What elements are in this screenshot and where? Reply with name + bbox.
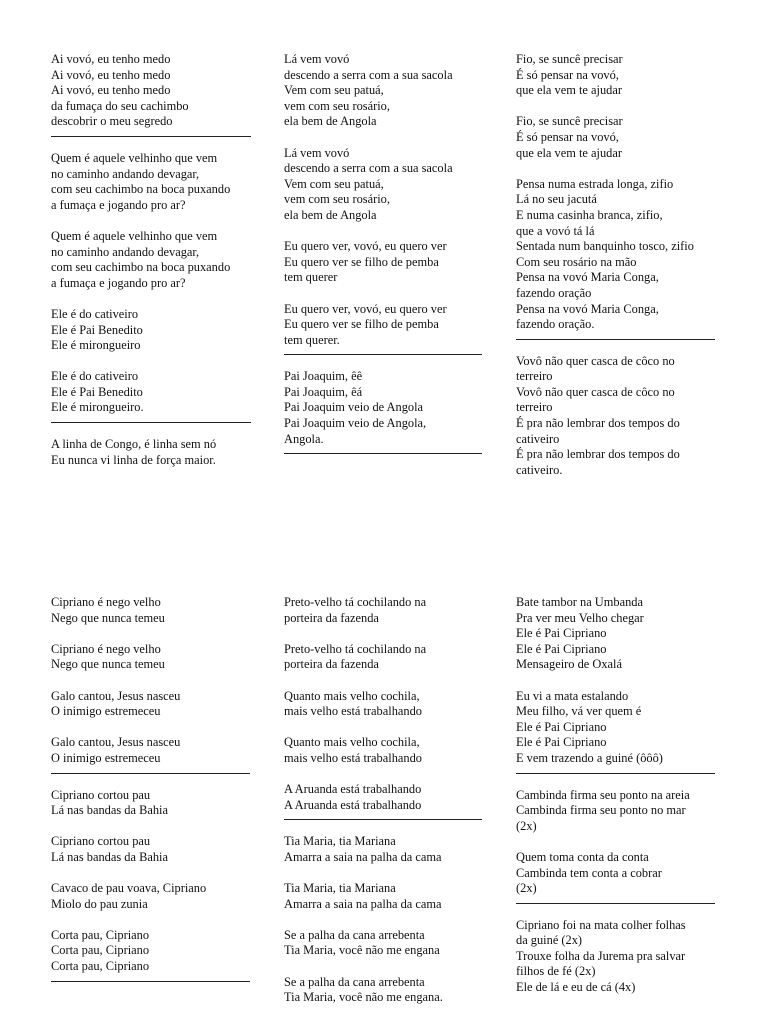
- lyric-stanza: [284, 881, 519, 912]
- lyric-stanza: [284, 735, 519, 766]
- lyric-line: Lá vem vovó: [284, 52, 350, 66]
- divider-line: [51, 136, 251, 137]
- lyric-line: Cambinda tem conta a cobrar: [516, 865, 662, 880]
- lyric-line: Cipriano foi na mata colher folhas: [516, 917, 686, 932]
- lyric-line: Eu nunca vi linha de força maior.: [51, 452, 216, 467]
- lyric-line: E numa casinha branca, zifio,: [516, 207, 663, 222]
- lyric-stanza: [284, 834, 519, 865]
- lyric-stanza: [516, 788, 751, 835]
- lyric-line: Eu quero ver se filho de pemba: [284, 254, 439, 269]
- column-top-right: [516, 52, 751, 494]
- lyric-line: Ele é mirongueiro: [51, 338, 141, 353]
- lyric-stanza: [51, 229, 286, 291]
- lyric-line: É pra não lembrar dos tempos do: [516, 416, 680, 431]
- lyric-stanza: [51, 52, 286, 130]
- lyric-line: Lá nas bandas da Bahia: [51, 803, 168, 818]
- divider-line: [51, 981, 250, 982]
- lyric-line: Nego que nunca temeu: [51, 610, 165, 625]
- lyric-stanza: [284, 975, 519, 1006]
- lyric-line: Tia Maria, você não me engana.: [284, 990, 443, 1005]
- lyric-line: Preto-velho tá cochilando na: [284, 595, 427, 609]
- lyric-line: Trouxe folha da Jurema pra salvar: [516, 948, 686, 963]
- lyric-line: vem com seu rosário,: [284, 98, 390, 113]
- lyric-line: Cavaco de pau voava, Cipriano: [51, 881, 207, 896]
- lyric-line: Vovô não quer casca de côco no: [516, 353, 675, 368]
- lyric-line: Cipriano cortou pau: [51, 834, 151, 849]
- lyric-line: Pai Joaquim, êá: [284, 384, 363, 399]
- lyric-line: O inimigo estremeceu: [51, 750, 161, 765]
- divider-line: [516, 339, 715, 340]
- lyric-line: tem querer.: [284, 332, 340, 347]
- lyric-line: no caminho andando devagar,: [51, 166, 200, 181]
- lyric-line: descendo a serra com a sua sacola: [284, 67, 453, 82]
- lyric-line: Quanto mais velho cochila,: [284, 735, 420, 750]
- lyric-line: Nego que nunca temeu: [51, 657, 165, 672]
- lyric-line: Ai vovó, eu tenho medo: [51, 83, 171, 98]
- lyric-line: Vovô não quer casca de côco no: [516, 384, 675, 399]
- lyric-line: Tia Maria, você não me engana: [284, 943, 440, 958]
- column-bottom-left: [51, 595, 286, 996]
- lyric-line: Pra ver meu Velho chegar: [516, 610, 644, 625]
- lyric-line: Ele é do cativeiro: [51, 306, 139, 321]
- divider-line: [284, 819, 482, 820]
- lyric-stanza: [516, 177, 751, 333]
- lyric-line: Ele é Pai Cipriano: [516, 735, 607, 750]
- lyric-stanza: [51, 881, 286, 912]
- lyric-line: Corta pau, Cipriano: [51, 943, 150, 958]
- lyric-line: Lá no seu jacutá: [516, 192, 597, 207]
- lyric-line: a fumaça e jogando pro ar?: [51, 197, 186, 212]
- divider-line: [51, 422, 251, 423]
- lyric-stanza: [284, 595, 519, 626]
- lyric-line: Quem é aquele velhinho que vem: [51, 150, 218, 165]
- divider-line: [51, 773, 250, 774]
- lyric-line: com seu cachimbo na boca puxando: [51, 182, 231, 197]
- lyric-line: Ele é Pai Benedito: [51, 322, 143, 337]
- lyric-line: Ele é Pai Cipriano: [516, 719, 607, 734]
- lyric-line: Lá vem vovó: [284, 145, 350, 160]
- lyric-stanza: [51, 788, 286, 819]
- lyric-line: Galo cantou, Jesus nasceu: [51, 688, 181, 703]
- lyric-line: A linha de Congo, é linha sem nó: [51, 437, 217, 452]
- lyric-line: Cambinda firma seu ponto na areia: [516, 787, 690, 802]
- lyric-line: A Aruanda está trabalhando: [284, 797, 422, 812]
- lyric-line: Pai Joaquim, êê: [284, 369, 363, 384]
- lyric-line: mais velho está trabalhando: [284, 704, 422, 719]
- lyric-line: terreiro: [516, 400, 553, 415]
- lyric-stanza: [284, 146, 519, 224]
- lyric-stanza: [516, 595, 751, 673]
- lyric-line: Pai Joaquim veio de Angola,: [284, 416, 427, 431]
- lyric-line: ela bem de Angola: [284, 207, 377, 222]
- lyric-line: vem com seu rosário,: [284, 192, 390, 207]
- lyric-line: Cipriano é nego velho: [51, 641, 161, 656]
- lyric-line: Preto-velho tá cochilando na: [284, 641, 427, 656]
- column-top-left: [51, 52, 286, 484]
- lyric-stanza: [284, 52, 519, 130]
- lyric-line: Corta pau, Cipriano: [51, 927, 150, 942]
- lyric-line: Miolo do pau zunia: [51, 896, 148, 911]
- lyric-stanza: [51, 689, 286, 720]
- lyric-stanza: [516, 850, 751, 897]
- lyric-line: Sentada num banquinho tosco, zifio: [516, 239, 694, 254]
- lyric-stanza: [284, 302, 519, 349]
- lyric-stanza: [516, 354, 751, 479]
- lyric-line: da fumaça do seu cachimbo: [51, 98, 189, 113]
- lyric-stanza: [284, 369, 519, 447]
- lyric-line: Tia Maria, tia Mariana: [284, 834, 396, 849]
- lyric-line: porteira da fazenda: [284, 657, 379, 672]
- lyric-line: Galo cantou, Jesus nasceu: [51, 735, 181, 750]
- lyric-line: terreiro: [516, 369, 553, 384]
- lyric-line: E vem trazendo a guiné (ôôô): [516, 750, 663, 765]
- lyric-line: Quanto mais velho cochila,: [284, 688, 420, 703]
- lyric-line: Ele é do cativeiro: [51, 369, 139, 384]
- lyric-line: A Aruanda está trabalhando: [284, 782, 422, 797]
- lyric-line: que ela vem te ajudar: [516, 83, 622, 98]
- lyric-line: tem querer: [284, 270, 338, 285]
- lyric-line: Cambinda firma seu ponto no mar: [516, 803, 686, 818]
- lyric-line: Eu quero ver, vovó, eu quero ver: [284, 301, 447, 316]
- lyric-line: Pensa na vovó Maria Conga,: [516, 270, 659, 285]
- lyric-line: Quem é aquele velhinho que vem: [51, 228, 218, 243]
- lyric-line: Ele é mirongueiro.: [51, 400, 144, 415]
- lyric-stanza: [284, 642, 519, 673]
- column-bottom-right: [516, 595, 751, 1011]
- lyric-line: Eu vi a mata estalando: [516, 688, 629, 703]
- lyric-line: Quem toma conta da conta: [516, 849, 649, 864]
- lyric-line: Ele é Pai Benedito: [51, 384, 143, 399]
- lyric-line: Pensa na vovó Maria Conga,: [516, 301, 659, 316]
- lyric-line: Meu filho, vá ver quem é: [516, 704, 642, 719]
- lyric-line: Corta pau, Cipriano: [51, 959, 150, 974]
- lyric-line: Ele é Pai Cipriano: [516, 626, 607, 641]
- lyric-line: fazendo oração.: [516, 317, 595, 332]
- lyric-line: (2x): [516, 818, 537, 833]
- lyric-line: que ela vem te ajudar: [516, 145, 622, 160]
- lyric-line: da guiné (2x): [516, 933, 583, 948]
- lyric-line: descobrir o meu segredo: [51, 114, 173, 129]
- lyric-line: Eu quero ver, vovó, eu quero ver: [284, 239, 447, 254]
- lyric-stanza: [51, 307, 286, 354]
- lyric-line: Cipriano cortou pau: [51, 787, 151, 802]
- lyric-line: fazendo oração: [516, 285, 592, 300]
- lyric-line: Angola.: [284, 431, 324, 446]
- lyric-stanza: [51, 735, 286, 766]
- lyric-stanza: [516, 114, 751, 161]
- lyric-line: mais velho está trabalhando: [284, 750, 422, 765]
- divider-line: [284, 354, 482, 355]
- lyric-stanza: [516, 689, 751, 767]
- lyric-line: (2x): [516, 881, 537, 896]
- lyric-line: Tia Maria, tia Mariana: [284, 881, 396, 896]
- lyric-line: Bate tambor na Umbanda: [516, 595, 643, 609]
- divider-line: [284, 453, 482, 454]
- lyric-line: É só pensar na vovó,: [516, 67, 619, 82]
- lyric-line: Pensa numa estrada longa, zifio: [516, 176, 674, 191]
- lyric-line: Com seu rosário na mão: [516, 254, 637, 269]
- lyric-line: no caminho andando devagar,: [51, 244, 200, 259]
- lyric-stanza: [51, 369, 286, 416]
- lyric-line: É só pensar na vovó,: [516, 129, 619, 144]
- lyric-stanza: [51, 437, 286, 468]
- lyric-line: Fio, se suncê precisar: [516, 114, 623, 129]
- lyric-stanza: [51, 642, 286, 673]
- lyric-line: Ai vovó, eu tenho medo: [51, 67, 171, 82]
- lyric-line: Ai vovó, eu tenho medo: [51, 52, 171, 66]
- lyric-line: Cipriano é nego velho: [51, 595, 161, 609]
- lyric-line: filhos de fé (2x): [516, 964, 596, 979]
- lyric-line: porteira da fazenda: [284, 610, 379, 625]
- lyric-line: Vem com seu patuá,: [284, 83, 384, 98]
- lyric-line: com seu cachimbo na boca puxando: [51, 260, 231, 275]
- lyric-stanza: [284, 782, 519, 813]
- lyric-line: a fumaça e jogando pro ar?: [51, 275, 186, 290]
- lyric-line: Amarra a saia na palha da cama: [284, 849, 442, 864]
- divider-line: [516, 773, 715, 774]
- lyric-line: Amarra a saia na palha da cama: [284, 896, 442, 911]
- column-top-middle: [284, 52, 519, 468]
- lyric-line: Ele de lá e eu de cá (4x): [516, 980, 636, 995]
- lyric-line: Ele é Pai Cipriano: [516, 641, 607, 656]
- lyric-line: Fio, se suncê precisar: [516, 52, 623, 66]
- lyric-stanza: [284, 239, 519, 286]
- lyric-stanza: [516, 918, 751, 996]
- lyric-stanza: [51, 928, 286, 975]
- lyric-line: Pai Joaquim veio de Angola: [284, 400, 424, 415]
- lyric-line: que a vovó tá lá: [516, 223, 595, 238]
- lyric-stanza: [516, 52, 751, 99]
- lyric-line: ela bem de Angola: [284, 114, 377, 129]
- lyric-line: É pra não lembrar dos tempos do: [516, 447, 680, 462]
- lyric-line: cativeiro: [516, 431, 560, 446]
- lyric-line: Lá nas bandas da Bahia: [51, 849, 168, 864]
- lyric-stanza: [51, 834, 286, 865]
- lyric-line: Eu quero ver se filho de pemba: [284, 317, 439, 332]
- lyric-line: descendo a serra com a sua sacola: [284, 161, 453, 176]
- lyric-line: O inimigo estremeceu: [51, 704, 161, 719]
- lyric-stanza: [51, 151, 286, 213]
- lyric-line: Se a palha da cana arrebenta: [284, 974, 425, 989]
- divider-line: [516, 903, 715, 904]
- column-bottom-middle: [284, 595, 519, 1021]
- lyric-stanza: [284, 928, 519, 959]
- lyric-line: cativeiro.: [516, 462, 563, 477]
- lyric-stanza: [284, 689, 519, 720]
- lyric-line: Mensageiro de Oxalá: [516, 657, 622, 672]
- lyric-line: Vem com seu patuá,: [284, 176, 384, 191]
- lyric-stanza: [51, 595, 286, 626]
- lyric-line: Se a palha da cana arrebenta: [284, 927, 425, 942]
